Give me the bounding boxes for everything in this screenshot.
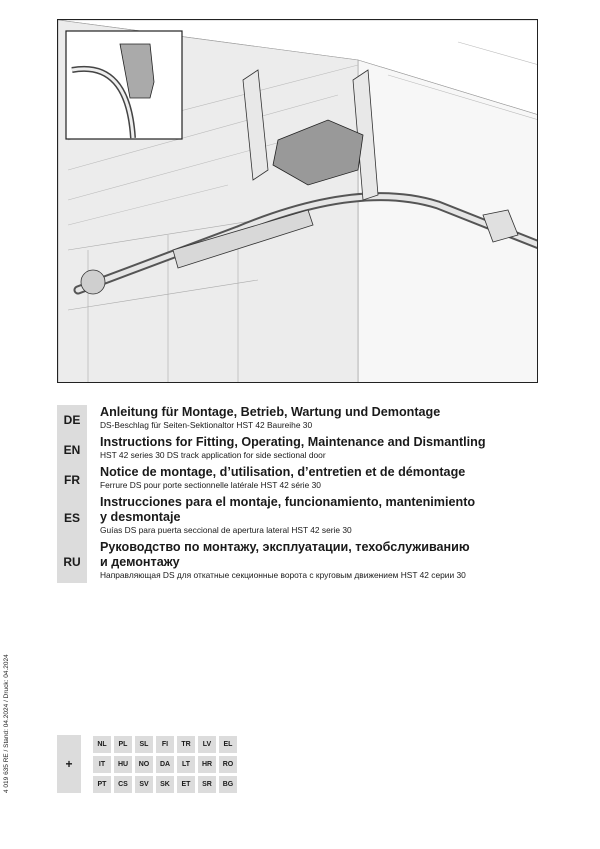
language-code-cell: NL <box>93 736 111 753</box>
document-number: 4 019 635 RE / Stand: 04.2024 / Druck: 04.2024 <box>3 654 10 793</box>
lang-code-badge: ES <box>57 495 87 540</box>
language-code-cell: SV <box>135 776 153 793</box>
language-code-cell: DA <box>156 756 174 773</box>
lang-subtitle: Ferrure DS pour porte sectionnelle latérale HST 42 série 30 <box>100 480 321 490</box>
language-code-cell: IT <box>93 756 111 773</box>
lang-subtitle: DS-Beschlag für Seiten-Sektionaltor HST 42 Baureihe 30 <box>100 420 313 430</box>
language-code-cell: SR <box>198 776 216 793</box>
lang-subtitle: HST 42 series 30 DS track application for side sectional door <box>100 450 326 460</box>
lang-title: Anleitung für Montage, Betrieb, Wartung und Demontage <box>100 405 441 419</box>
language-code-cell: PT <box>93 776 111 793</box>
product-illustration <box>57 19 538 383</box>
language-code-cell: TR <box>177 736 195 753</box>
lang-subtitle: Направляющая DS для откатные секционные ворота с круговым движением HST 42 серии 30 <box>100 570 466 580</box>
lang-code-badge: EN <box>57 435 87 465</box>
lang-code-badge: RU <box>57 540 87 583</box>
language-code-cell: CS <box>114 776 132 793</box>
lang-text <box>100 540 550 580</box>
language-code-cell: EL <box>219 736 237 753</box>
lang-text <box>100 465 550 490</box>
lang-title <box>100 540 550 570</box>
language-code-cell: HR <box>198 756 216 773</box>
language-code-cell: PL <box>114 736 132 753</box>
language-code-cell: HU <box>114 756 132 773</box>
lang-text <box>100 405 550 430</box>
lang-title: Instructions for Fitting, Operating, Maintenance and Dismantling <box>100 435 486 449</box>
language-code-cell: RO <box>219 756 237 773</box>
language-code-cell: LT <box>177 756 195 773</box>
lang-title-line2: и демонтажу <box>100 555 180 569</box>
lang-subtitle: Guías DS para puerta seccional de apertura lateral HST 42 serie 30 <box>100 525 352 535</box>
lang-title <box>100 495 550 525</box>
lang-text <box>100 495 550 535</box>
more-languages-badge: + <box>57 735 81 793</box>
language-code-cell: ET <box>177 776 195 793</box>
lang-title-line2: y desmontaje <box>100 510 181 524</box>
language-code-cell: SK <box>156 776 174 793</box>
language-code-cell: NO <box>135 756 153 773</box>
lang-title: Notice de montage, d’utilisation, d’entretien et de démontage <box>100 465 466 479</box>
language-code-cell: SL <box>135 736 153 753</box>
lang-code-badge: DE <box>57 405 87 435</box>
lang-title-line1: Instrucciones para el montaje, funcionamiento, mantenimiento <box>100 495 476 509</box>
language-code-cell: LV <box>198 736 216 753</box>
lang-text <box>100 435 550 460</box>
lang-code-badge: FR <box>57 465 87 495</box>
language-code-cell: BG <box>219 776 237 793</box>
lang-title-line1: Руководство по монтажу, эксплуатации, техобслуживанию <box>100 540 470 554</box>
language-code-cell: FI <box>156 736 174 753</box>
